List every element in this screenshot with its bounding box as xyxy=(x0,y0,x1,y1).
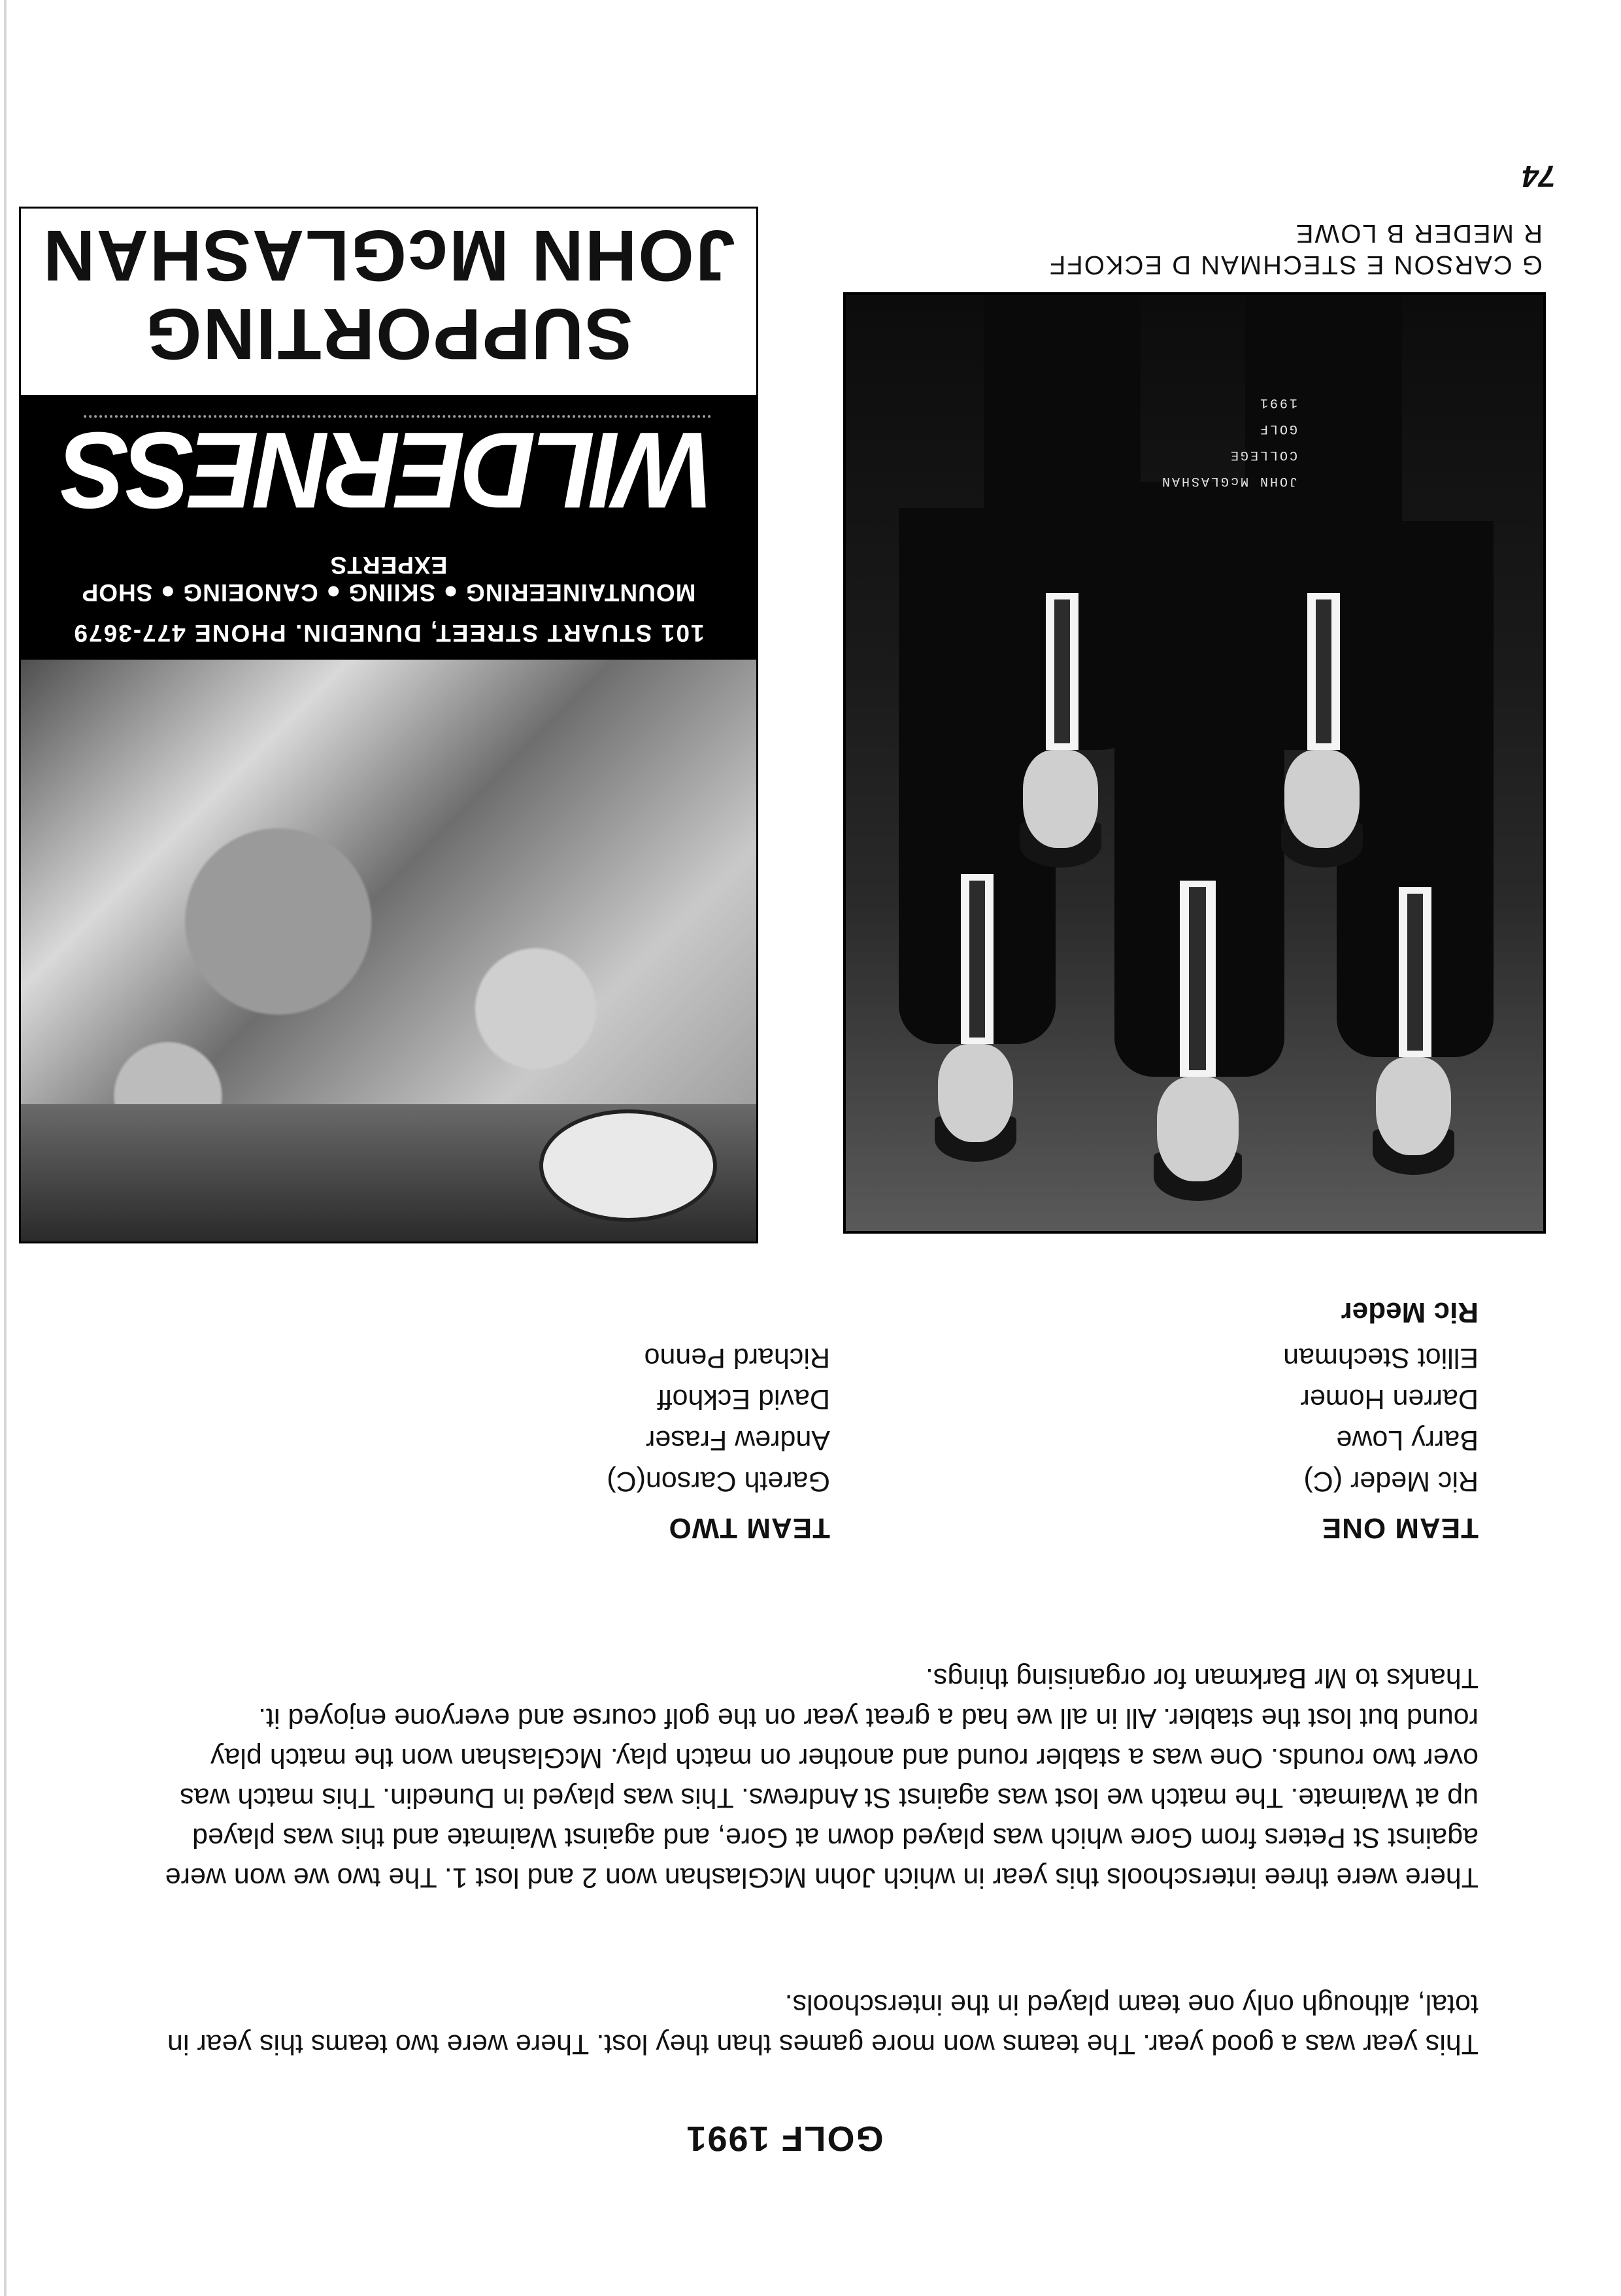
kayak-icon xyxy=(539,1109,717,1222)
wilderness-logo: WILDERNESS xyxy=(63,409,714,531)
wilderness-advert xyxy=(19,207,758,1243)
advert-address: 101 STUART STREET, DUNEDIN. PHONE 477-3679 xyxy=(73,620,705,647)
supporting-heading: SUPPORTING xyxy=(144,294,633,374)
body-paragraph: There were three interschools this year in which John McGlashan won 2 and lost 1. The two we won were against St Peters from Gore which was played down at Gore, and against Waimate and this was played up at Waimate. The match we lost was against St Andrews. This was played in Dunedin. This match was over two rounds. One was a stabler round and another on match play. McGlashan won the match play round but lost the stabler. All in all we had a great year on the golf course and everyone enjoyed it. Thanks to Mr Barkman for organising things. xyxy=(165,1663,1479,1893)
advert-support-box xyxy=(21,209,756,395)
trophy-text: COLLEGE xyxy=(1228,447,1297,462)
team-member: Barry Lowe xyxy=(1336,1425,1479,1456)
photo-caption-line: R MEDER B LOWE xyxy=(1294,219,1543,248)
team-two-heading: TEAM TWO xyxy=(668,1512,830,1544)
trophy-plaque xyxy=(1023,371,1297,501)
supporting-name: JOHN McGLASHAN xyxy=(42,215,735,295)
scan-edge xyxy=(4,0,7,2296)
team-two-list xyxy=(607,1337,830,1502)
team-one-list xyxy=(1283,1337,1479,1502)
advert-services: MOUNTAINEERING ● SKIING ● CANOEING ● SHOP EXPERTS xyxy=(81,552,696,606)
team-member: David Eckhoff xyxy=(657,1383,830,1415)
author-signature: Ric Meder xyxy=(1341,1296,1479,1328)
trophy-text: 1991 xyxy=(1258,395,1297,410)
trophy-text: JOHN McGLASHAN xyxy=(1160,473,1297,488)
shop-photo xyxy=(21,660,756,1241)
team-one-heading: TEAM ONE xyxy=(1321,1512,1479,1544)
page-title: GOLF 1991 xyxy=(685,2119,884,2158)
mountain-swoosh xyxy=(83,401,710,418)
photo-caption-line: G CARSON E STECHMAN D ECKOFF xyxy=(1048,250,1543,279)
page-number: 74 xyxy=(1522,160,1556,194)
trophy-text: GOLF xyxy=(1258,421,1297,436)
advert-banner xyxy=(21,395,756,660)
team-member: Ric Meder (C) xyxy=(1303,1466,1479,1497)
team-photo xyxy=(843,292,1546,1234)
team-member: Darren Homer xyxy=(1300,1383,1479,1415)
intro-paragraph: This year was a good year. The teams won more games than they lost. There were two teams this year in total, although only one team played in the interschools. xyxy=(167,1989,1479,2060)
team-member: Gareth Carson(C) xyxy=(607,1466,830,1497)
team-member: Richard Penno xyxy=(644,1342,830,1374)
team-member: Elliot Stechman xyxy=(1283,1342,1479,1374)
team-member: Andrew Fraser xyxy=(646,1425,830,1456)
